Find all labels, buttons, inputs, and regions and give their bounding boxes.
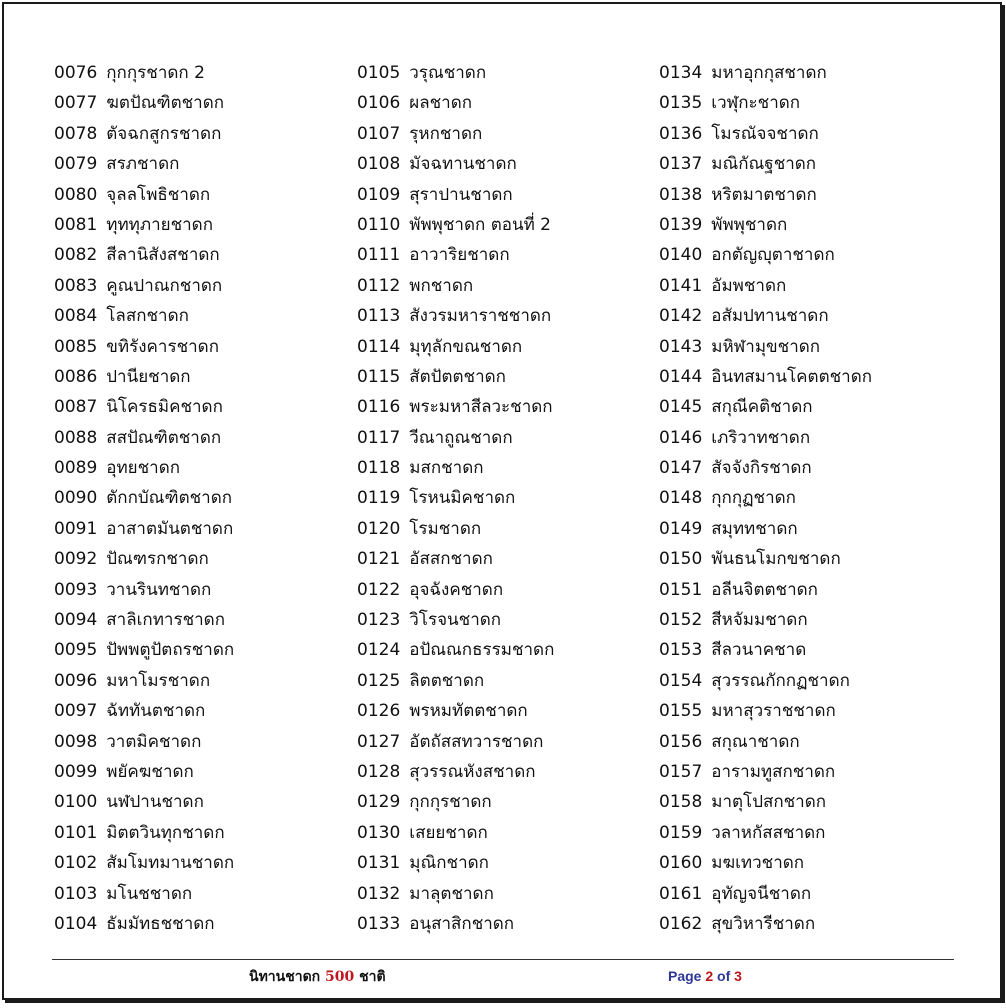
story-number: 0079 [54, 154, 98, 175]
story-number: 0101 [54, 822, 98, 843]
story-entry [54, 575, 234, 605]
story-number: 0082 [54, 245, 98, 266]
story-number: 0094 [54, 610, 98, 631]
story-title: อกตัญญุตาชาดก [711, 245, 835, 266]
story-number: 0118 [357, 458, 401, 479]
story-entry [357, 423, 554, 453]
story-number: 0131 [357, 853, 401, 874]
story-title: สีหจัมมชาดก [711, 610, 808, 631]
story-title: อารามทูสกชาดก [711, 761, 836, 782]
story-entry [54, 787, 234, 817]
story-title: สุวรรณกักกฏชาดก [711, 670, 850, 691]
page-of: of [717, 968, 731, 984]
story-entry [659, 696, 872, 726]
story-title: ผลชาดก [409, 93, 473, 114]
story-number: 0102 [54, 853, 98, 874]
story-entry [54, 635, 234, 665]
story-entry [54, 453, 234, 483]
story-title: วีณาถูณชาดก [409, 427, 513, 448]
story-number: 0114 [357, 336, 401, 357]
footer-title-prefix: นิทานชาดก [249, 969, 321, 985]
story-number: 0097 [54, 701, 98, 722]
story-column-3 [659, 58, 872, 939]
story-title: มาตุโปสกชาดก [711, 792, 827, 813]
story-title: กุกกุรชาดก [409, 792, 492, 813]
story-entry [357, 605, 554, 635]
story-title: มโนชชาดก [106, 883, 193, 904]
story-number: 0116 [357, 397, 401, 418]
story-title: มฆเทวชาดก [711, 853, 805, 874]
story-entry [54, 119, 234, 149]
story-number: 0104 [54, 913, 98, 934]
story-entry [54, 58, 234, 88]
story-title: สุขวิหารีชาดก [711, 913, 816, 934]
story-title: อาสาตมันตชาดก [106, 518, 234, 539]
story-title: เภริวาทชาดก [711, 427, 811, 448]
story-title: มณิกัณฐชาดก [711, 154, 817, 175]
story-title: อาวาริยชาดก [409, 245, 510, 266]
story-number: 0112 [357, 275, 401, 296]
story-number: 0087 [54, 397, 98, 418]
story-title: ตัจฉกสูกรชาดก [106, 123, 222, 144]
story-entry [659, 180, 872, 210]
story-number: 0144 [659, 366, 703, 387]
story-entry [54, 757, 234, 787]
story-entry [357, 879, 554, 909]
story-number: 0083 [54, 275, 98, 296]
story-entry [357, 757, 554, 787]
story-number: 0137 [659, 154, 703, 175]
story-title: จุลลโพธิชาดก [106, 184, 211, 205]
story-title: สัตปัตตชาดก [409, 366, 506, 387]
story-number: 0162 [659, 913, 703, 934]
story-entry [54, 544, 234, 574]
story-number: 0143 [659, 336, 703, 357]
story-title: โรหนมิคชาดก [409, 488, 516, 509]
story-entry [357, 271, 554, 301]
story-entry [357, 848, 554, 878]
story-number: 0154 [659, 670, 703, 691]
story-title: วรุณชาดก [409, 63, 487, 83]
story-number: 0155 [659, 701, 703, 722]
story-entry [357, 453, 554, 483]
story-entry [54, 332, 234, 362]
story-number: 0108 [357, 154, 401, 175]
story-title: มัจฉทานชาดก [409, 154, 517, 175]
story-title: สีลวนาคชาด [711, 640, 807, 661]
story-number: 0159 [659, 822, 703, 843]
story-title: พระมหาสีลวะชาดก [409, 397, 553, 418]
story-number: 0141 [659, 275, 703, 296]
story-entry [659, 88, 872, 118]
story-number: 0156 [659, 731, 703, 752]
story-entry [659, 575, 872, 605]
story-title: อุทัญจนีชาดก [711, 883, 812, 904]
story-number: 0089 [54, 458, 98, 479]
story-number: 0111 [357, 245, 401, 266]
story-entry [659, 453, 872, 483]
story-number: 0161 [659, 883, 703, 904]
story-title: ปัพพตูปัตถรชาดก [106, 640, 235, 661]
story-title: โลสกชาดก [106, 306, 189, 327]
story-entry [357, 727, 554, 757]
story-title: สัมโมทมานชาดก [106, 853, 235, 874]
story-title: ปานียชาดก [106, 366, 191, 387]
footer-title-count: 500 [325, 969, 355, 985]
story-number: 0152 [659, 610, 703, 631]
story-title: มิตตวินทุกชาดก [106, 822, 225, 843]
story-entry [659, 362, 872, 392]
story-title: สีลานิสังสชาดก [106, 245, 220, 266]
story-title: เวฬุกะชาดก [711, 93, 801, 114]
story-number: 0146 [659, 427, 703, 448]
story-entry [659, 544, 872, 574]
page-total: 3 [734, 968, 742, 984]
story-title: สกุณีคติชาดก [711, 397, 813, 418]
story-entry [659, 392, 872, 422]
story-entry [357, 180, 554, 210]
story-number: 0138 [659, 184, 703, 205]
story-title: สมุททชาดก [711, 518, 798, 539]
story-number: 0139 [659, 214, 703, 235]
story-entry [54, 301, 234, 331]
story-entry [357, 787, 554, 817]
story-title: ทุททุภายชาดก [106, 214, 214, 235]
story-entry [357, 909, 554, 939]
story-number: 0149 [659, 518, 703, 539]
story-entry [659, 666, 872, 696]
story-title: สกุณาชาดก [711, 731, 800, 752]
story-title: พัพพุชาดก ตอนที่ 2 [409, 214, 552, 235]
story-number: 0099 [54, 761, 98, 782]
story-title: มหาอุกกุสชาดก [711, 63, 827, 83]
footer-title-suffix: ชาติ [359, 969, 386, 985]
story-title: สรภชาดก [106, 154, 180, 175]
story-entry [54, 362, 234, 392]
story-entry [659, 848, 872, 878]
story-number: 0115 [357, 366, 401, 387]
story-number: 0129 [357, 792, 401, 813]
story-title: รุหกชาดก [409, 123, 483, 144]
story-column-2 [357, 58, 554, 939]
story-number: 0109 [357, 184, 401, 205]
story-title: พัพพุชาดก [711, 214, 788, 235]
story-number: 0106 [357, 93, 401, 114]
story-entry [54, 423, 234, 453]
story-number: 0135 [659, 93, 703, 114]
story-number: 0096 [54, 670, 98, 691]
story-number: 0107 [357, 123, 401, 144]
story-entry [357, 58, 554, 88]
story-number: 0157 [659, 761, 703, 782]
story-title: สัจจังกิรชาดก [711, 458, 812, 479]
story-title: ธัมมัทธชชาดก [106, 913, 215, 934]
story-title: ลิตตชาดก [409, 670, 485, 691]
story-entry [659, 240, 872, 270]
story-title: นฬปานชาดก [106, 792, 204, 813]
story-title: อปัณณกธรรมชาดก [409, 640, 555, 661]
story-number: 0134 [659, 63, 703, 83]
footer-title [249, 966, 386, 988]
story-column-1 [54, 58, 234, 939]
story-entry [54, 818, 234, 848]
story-entry [357, 818, 554, 848]
story-entry [54, 727, 234, 757]
story-number: 0133 [357, 913, 401, 934]
story-entry [54, 149, 234, 179]
story-entry [357, 483, 554, 513]
story-number: 0136 [659, 123, 703, 144]
story-number: 0127 [357, 731, 401, 752]
story-number: 0120 [357, 518, 401, 539]
story-title: สังวรมหาราชชาดก [409, 306, 552, 327]
story-entry [357, 392, 554, 422]
story-entry [357, 240, 554, 270]
story-number: 0090 [54, 488, 98, 509]
story-entry [54, 240, 234, 270]
story-title: โมรณัจจชาดก [711, 123, 819, 144]
story-title: สุวรรณหังสชาดก [409, 761, 536, 782]
story-title: มสกชาดก [409, 458, 484, 479]
story-number: 0145 [659, 397, 703, 418]
story-title: พกชาดก [409, 275, 474, 296]
story-number: 0095 [54, 640, 98, 661]
story-title: อุจฉังคชาดก [409, 579, 504, 600]
story-entry [659, 119, 872, 149]
story-title: วานรินทชาดก [106, 579, 212, 600]
story-number: 0123 [357, 610, 401, 631]
story-entry [659, 483, 872, 513]
story-title: เสยยชาดก [409, 822, 488, 843]
story-entry [659, 787, 872, 817]
story-entry [659, 332, 872, 362]
story-number: 0153 [659, 640, 703, 661]
story-entry [357, 210, 554, 240]
story-title: อสัมปทานชาดก [711, 306, 829, 327]
story-entry [54, 210, 234, 240]
story-number: 0105 [357, 63, 401, 83]
story-entry [54, 483, 234, 513]
story-number: 0119 [357, 488, 401, 509]
story-entry [659, 879, 872, 909]
story-entry [54, 666, 234, 696]
story-title: โรมชาดก [409, 518, 482, 539]
story-title: มุทุลักขณชาดก [409, 336, 523, 357]
story-number: 0076 [54, 63, 98, 83]
story-entry [54, 879, 234, 909]
story-title: กุกกุฏชาดก [711, 488, 796, 509]
story-entry [357, 362, 554, 392]
story-number: 0110 [357, 214, 401, 235]
story-entry [659, 301, 872, 331]
story-number: 0151 [659, 579, 703, 600]
story-title: มหิฬามุขชาดก [711, 336, 821, 357]
story-entry [659, 818, 872, 848]
story-title: พันธนโมกขชาดก [711, 549, 841, 570]
story-entry [659, 727, 872, 757]
story-title: สุราปานชาดก [409, 184, 513, 205]
story-number: 0080 [54, 184, 98, 205]
story-entry [54, 88, 234, 118]
story-number: 0117 [357, 427, 401, 448]
story-title: อัสสกชาดก [409, 549, 493, 570]
story-number: 0125 [357, 670, 401, 691]
story-entry [357, 635, 554, 665]
story-title: พรหมทัตตชาดก [409, 701, 528, 722]
story-entry [659, 605, 872, 635]
story-title: กุกกุรชาดก 2 [106, 63, 205, 83]
story-number: 0113 [357, 306, 401, 327]
story-title: อินทสมานโคตตชาดก [711, 366, 873, 387]
story-number: 0086 [54, 366, 98, 387]
story-number: 0088 [54, 427, 98, 448]
story-title: อุทยชาดก [106, 458, 181, 479]
story-title: ฉัททันตชาดก [106, 701, 206, 722]
story-number: 0122 [357, 579, 401, 600]
story-number: 0128 [357, 761, 401, 782]
story-number: 0100 [54, 792, 98, 813]
page-label: Page [668, 968, 702, 984]
story-number: 0160 [659, 853, 703, 874]
story-entry [659, 423, 872, 453]
story-entry [54, 696, 234, 726]
story-entry [659, 271, 872, 301]
story-title: ปัณฑรกชาดก [106, 549, 209, 570]
story-number: 0150 [659, 549, 703, 570]
story-number: 0085 [54, 336, 98, 357]
story-entry [357, 88, 554, 118]
story-entry [357, 149, 554, 179]
story-number: 0126 [357, 701, 401, 722]
story-number: 0121 [357, 549, 401, 570]
story-entry [54, 392, 234, 422]
story-title: ตักกบัณฑิตชาดก [106, 488, 233, 509]
story-number: 0148 [659, 488, 703, 509]
story-entry [659, 149, 872, 179]
story-title: สาลิเกทารชาดก [106, 610, 226, 631]
story-entry [357, 514, 554, 544]
story-number: 0130 [357, 822, 401, 843]
story-entry [659, 757, 872, 787]
story-number: 0093 [54, 579, 98, 600]
document-page [2, 2, 1002, 1000]
story-number: 0124 [357, 640, 401, 661]
story-entry [659, 210, 872, 240]
story-title: หริตมาตชาดก [711, 184, 817, 205]
story-number: 0091 [54, 518, 98, 539]
story-title: พยัคฆชาดก [106, 761, 194, 782]
page-indicator [668, 968, 742, 984]
story-number: 0084 [54, 306, 98, 327]
story-number: 0140 [659, 245, 703, 266]
story-number: 0077 [54, 93, 98, 114]
page-current: 2 [705, 968, 714, 984]
story-entry [357, 119, 554, 149]
story-title: มหาโมรชาดก [106, 670, 211, 691]
story-number: 0092 [54, 549, 98, 570]
story-title: อนุสาสิกชาดก [409, 913, 515, 934]
story-title: มหาสุวราชชาดก [711, 701, 836, 722]
story-entry [54, 848, 234, 878]
story-title: อลีนจิตตชาดก [711, 579, 818, 600]
story-title: มาลุตชาดก [409, 883, 494, 904]
story-entry [54, 514, 234, 544]
story-entry [659, 58, 872, 88]
story-entry [54, 271, 234, 301]
story-entry [54, 180, 234, 210]
story-title: อัมพชาดก [711, 275, 787, 296]
story-title: คูณปาณกชาดก [106, 275, 223, 296]
story-number: 0132 [357, 883, 401, 904]
story-title: วลาหกัสสชาดก [711, 822, 826, 843]
story-title: ขทิรังคารชาดก [106, 336, 219, 357]
story-title: วาตมิคชาดก [106, 731, 202, 752]
story-number: 0142 [659, 306, 703, 327]
story-title: วิโรจนชาดก [409, 610, 502, 631]
story-entry [659, 635, 872, 665]
story-entry [659, 909, 872, 939]
story-number: 0103 [54, 883, 98, 904]
story-title: มุณิกชาดก [409, 853, 489, 874]
story-entry [54, 605, 234, 635]
footer-divider [52, 959, 954, 960]
story-list [54, 58, 954, 948]
story-entry [357, 301, 554, 331]
story-entry [357, 544, 554, 574]
story-entry [357, 332, 554, 362]
story-entry [54, 909, 234, 939]
story-title: สสปัณฑิตชาดก [106, 427, 222, 448]
story-entry [659, 514, 872, 544]
story-number: 0081 [54, 214, 98, 235]
story-entry [357, 666, 554, 696]
story-title: นิโครธมิคชาดก [106, 397, 223, 418]
story-title: อัตถัสสทวารชาดก [409, 731, 544, 752]
story-number: 0158 [659, 792, 703, 813]
story-entry [357, 575, 554, 605]
story-number: 0078 [54, 123, 98, 144]
story-number: 0098 [54, 731, 98, 752]
story-number: 0147 [659, 458, 703, 479]
story-title: ฆตปัณฑิตชาดก [106, 93, 225, 114]
story-entry [357, 696, 554, 726]
